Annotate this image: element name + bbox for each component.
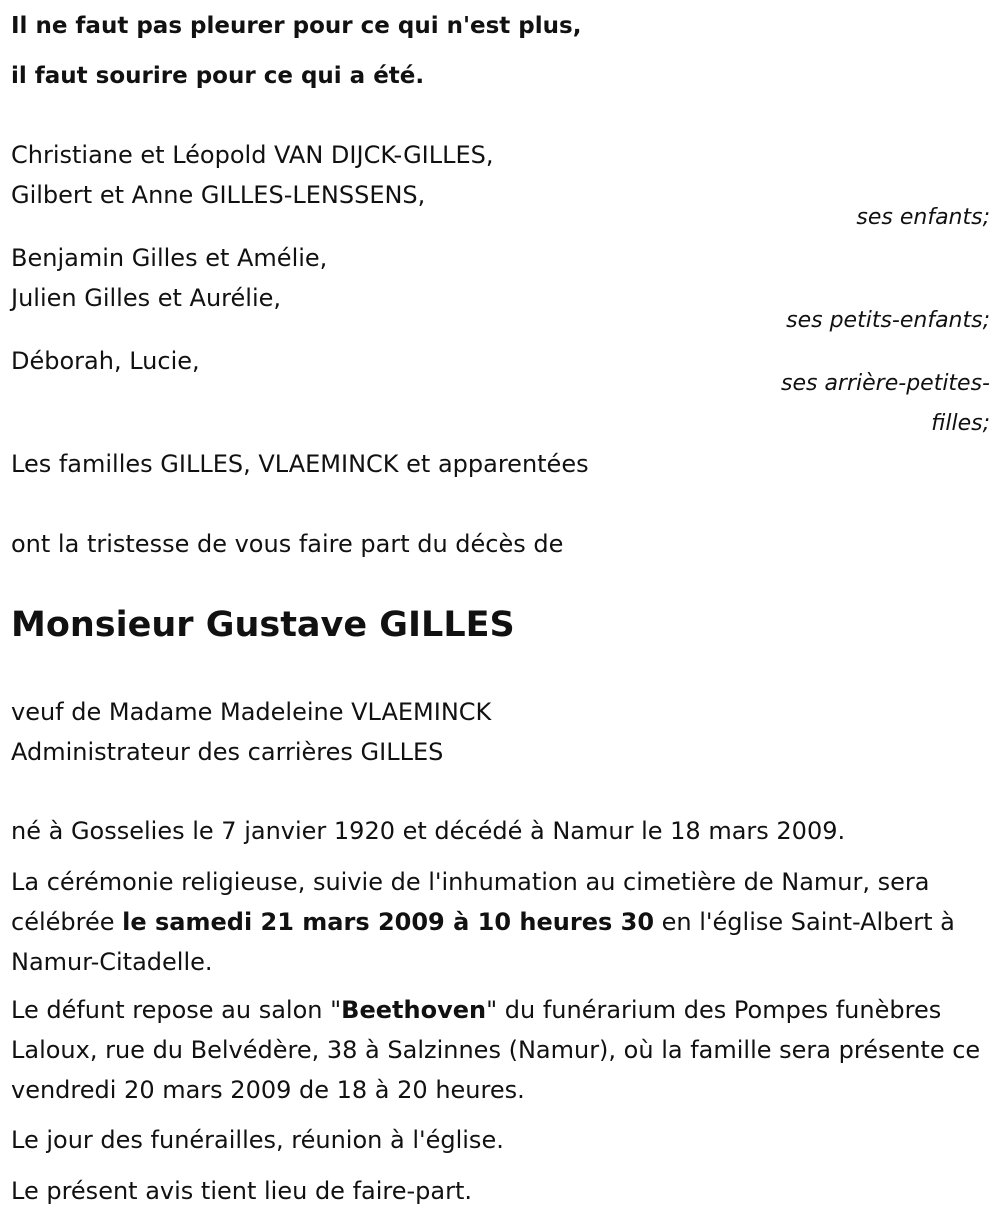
notice-line: Le présent avis tient lieu de faire-part. — [11, 1177, 473, 1205]
role-great-grandchildren-line-1: ses arrière-petites- — [781, 371, 990, 396]
funeral-day-line: Le jour des funérailles, réunion à l'église. — [11, 1126, 504, 1154]
profession-line: Administrateur des carrières GILLES — [11, 738, 444, 766]
families-line: Les familles GILLES, VLAEMINCK et apparentées — [11, 450, 589, 478]
resting-text: Le défunt repose au salon " — [11, 996, 342, 1024]
quote-line-2: il faut sourire pour ce qui a été. — [11, 63, 425, 89]
announcement-line: ont la tristesse de vous faire part du décès de — [11, 530, 564, 558]
birth-death-line: né à Gosselies le 7 janvier 1920 et décédé à Namur le 18 mars 2009. — [11, 817, 846, 845]
ceremony-date: le samedi 21 mars 2009 à 10 heures 30 — [122, 908, 655, 936]
grandchild-name: Julien Gilles et Aurélie, — [11, 284, 281, 312]
child-name: Gilbert et Anne GILLES-LENSSENS, — [11, 181, 426, 209]
child-name: Christiane et Léopold VAN DIJCK-GILLES, — [11, 141, 494, 169]
grandchild-name: Benjamin Gilles et Amélie, — [11, 244, 328, 272]
role-children: ses enfants; — [856, 205, 990, 230]
resting-paragraph — [11, 990, 986, 1110]
widower-line: veuf de Madame Madeleine VLAEMINCK — [11, 698, 492, 726]
ceremony-place: en l'église Saint-Albert à Namur-Citadelle. — [11, 908, 955, 976]
deceased-name: Monsieur Gustave GILLES — [11, 605, 515, 645]
role-great-grandchildren-line-2: filles; — [931, 411, 990, 436]
salon-name: Beethoven — [341, 996, 487, 1024]
great-grandchild-name: Déborah, Lucie, — [11, 347, 200, 375]
resting-details: " du funérarium des Pompes funèbres Laloux, rue du Belvédère, 38 à Salzinnes (Namur), où la famille sera présente ce vendredi 20 mars 2009 de 18 à 20 heures. — [11, 996, 981, 1104]
quote-line-1: Il ne faut pas pleurer pour ce qui n'est plus, — [11, 13, 582, 39]
ceremony-text: La cérémonie religieuse, suivie de l'inhumation au cimetière de Namur, sera célébrée — [11, 868, 930, 936]
ceremony-paragraph — [11, 862, 986, 982]
role-grandchildren: ses petits-enfants; — [786, 308, 990, 333]
